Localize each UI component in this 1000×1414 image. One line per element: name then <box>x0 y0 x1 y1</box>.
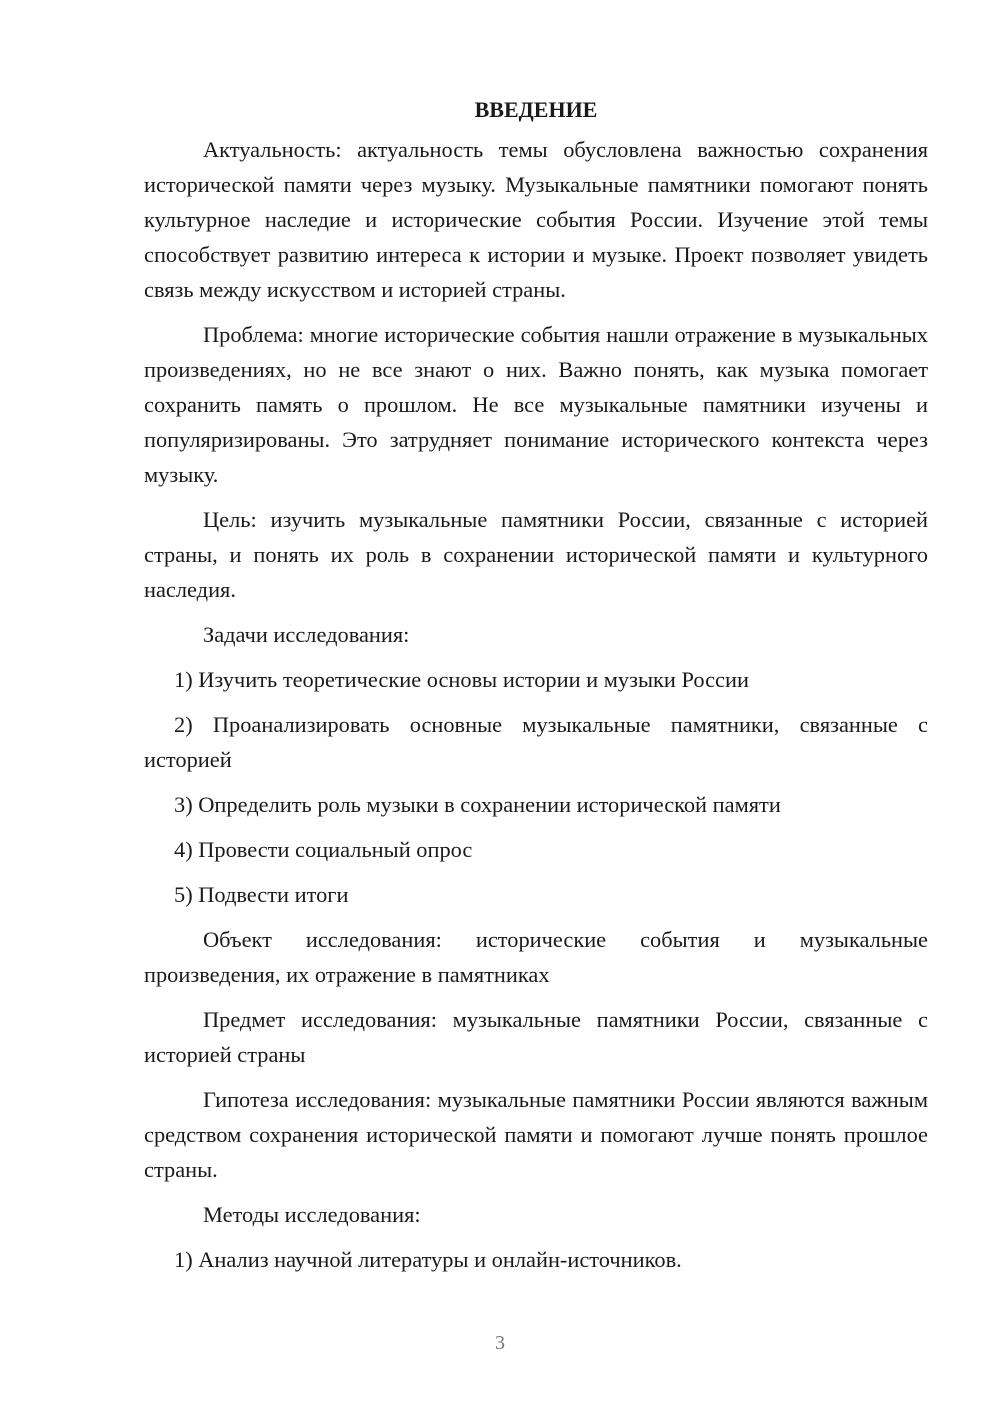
section-heading: ВВЕДЕНИЕ <box>474 97 598 122</box>
goal-paragraph: Цель: изучить музыкальные памятники России, связанные с историей страны, и понять их роль в сохранении исторической памяти и культурного наследия. <box>144 507 928 602</box>
problem-paragraph: Проблема: многие исторические события нашли отражение в музыкальных произведениях, но не все знают о них. Важно понять, как музыка помогает сохранить память о прошлом. Не все музыкальные памятники изучены и популяризированы. Это затрудняет понимание исторического контекста через музыку. <box>144 322 928 487</box>
task-item-1: 1) Изучить теоретические основы истории и музыки России <box>174 667 749 692</box>
tasks-title: Задачи исследования: <box>203 622 410 647</box>
page-number: 3 <box>495 1332 505 1354</box>
subject-paragraph: Предмет исследования: музыкальные памятники России, связанные с историей страны <box>144 1007 928 1067</box>
task-item-4: 4) Провести социальный опрос <box>174 837 473 862</box>
task-item-5: 5) Подвести итоги <box>174 882 349 907</box>
method-item-1: 1) Анализ научной литературы и онлайн-источников. <box>174 1247 682 1272</box>
task-item-3: 3) Определить роль музыки в сохранении исторической памяти <box>174 792 781 817</box>
methods-title: Методы исследования: <box>203 1202 421 1227</box>
relevance-paragraph: Актуальность: актуальность темы обусловлена важностью сохранения исторической памяти через музыку. Музыкальные памятники помогают понять культурное наследие и исторические события России. Изучение этой темы способствует развитию интереса к истории и музыке. Проект позволяет увидеть связь между искусством и историей страны. <box>144 137 928 302</box>
task-item-2: 2) Проанализировать основные музыкальные памятники, связанные с историей <box>144 712 928 772</box>
object-paragraph: Объект исследования: исторические события и музыкальные произведения, их отражение в памятниках <box>144 927 928 987</box>
document-page <box>144 92 928 1287</box>
hypothesis-paragraph: Гипотеза исследования: музыкальные памятники России являются важным средством сохранения исторической памяти и помогают лучше понять прошлое страны. <box>144 1087 928 1182</box>
